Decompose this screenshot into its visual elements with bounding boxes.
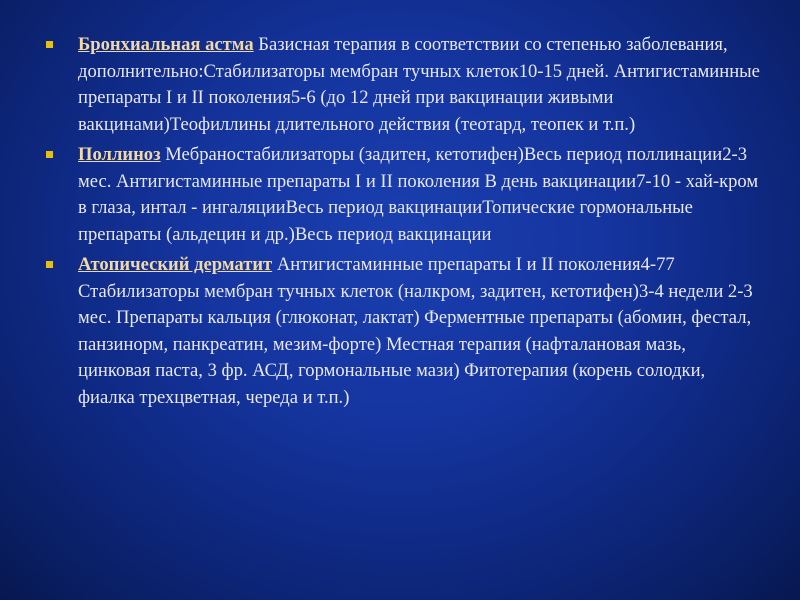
list-item-atopic-dermatitis — [42, 252, 762, 411]
item-heading: Атопический дерматит — [78, 254, 273, 275]
square-bullet-icon — [46, 41, 53, 48]
list-item-asthma — [42, 32, 762, 138]
square-bullet-icon — [46, 151, 53, 158]
item-heading: Бронхиальная астма — [78, 34, 254, 55]
square-bullet-icon — [46, 261, 53, 268]
list-item-pollinosis — [42, 142, 762, 248]
item-body: Базисная терапия в соответствии со степенью заболевания, дополнительно:Стабилизаторы мембран тучных клеток10-15 дней. Антигистаминные препараты I и II поколения5-6 (до 12 дней при вакцинации живыми вакцинами)Теофиллины длительного действия (теотард, теопек и т.п.) — [78, 34, 760, 135]
bullet-list — [42, 32, 762, 415]
item-body: Антигистаминные препараты I и II поколения4-77 Стабилизаторы мембран тучных клеток (налкром, задитен, кетотифен)3-4 недели 2-3 мес. Препараты кальция (глюконат, лактат) Ферментные препараты (абомин, фестал, панзинорм, панкреатин, мезим-форте) Местная терапия (нафталановая мазь, цинковая паста, 3 фр. АСД, гормональные мази) Фитотерапия (корень солодки, фиалка трехцветная, череда и т.п.) — [78, 254, 753, 408]
item-heading: Поллиноз — [78, 144, 161, 165]
item-body: Мебраностабилизаторы (задитен, кетотифен)Весь период поллинации2-3 мес. Антигистаминные препараты I и II поколения В день вакцинации7-10 - хай-кром в глаза, интал - ингаляцииВесь период вакцинацииТопические гормональные препараты (альдецин и др.)Весь период вакцинации — [78, 144, 759, 245]
